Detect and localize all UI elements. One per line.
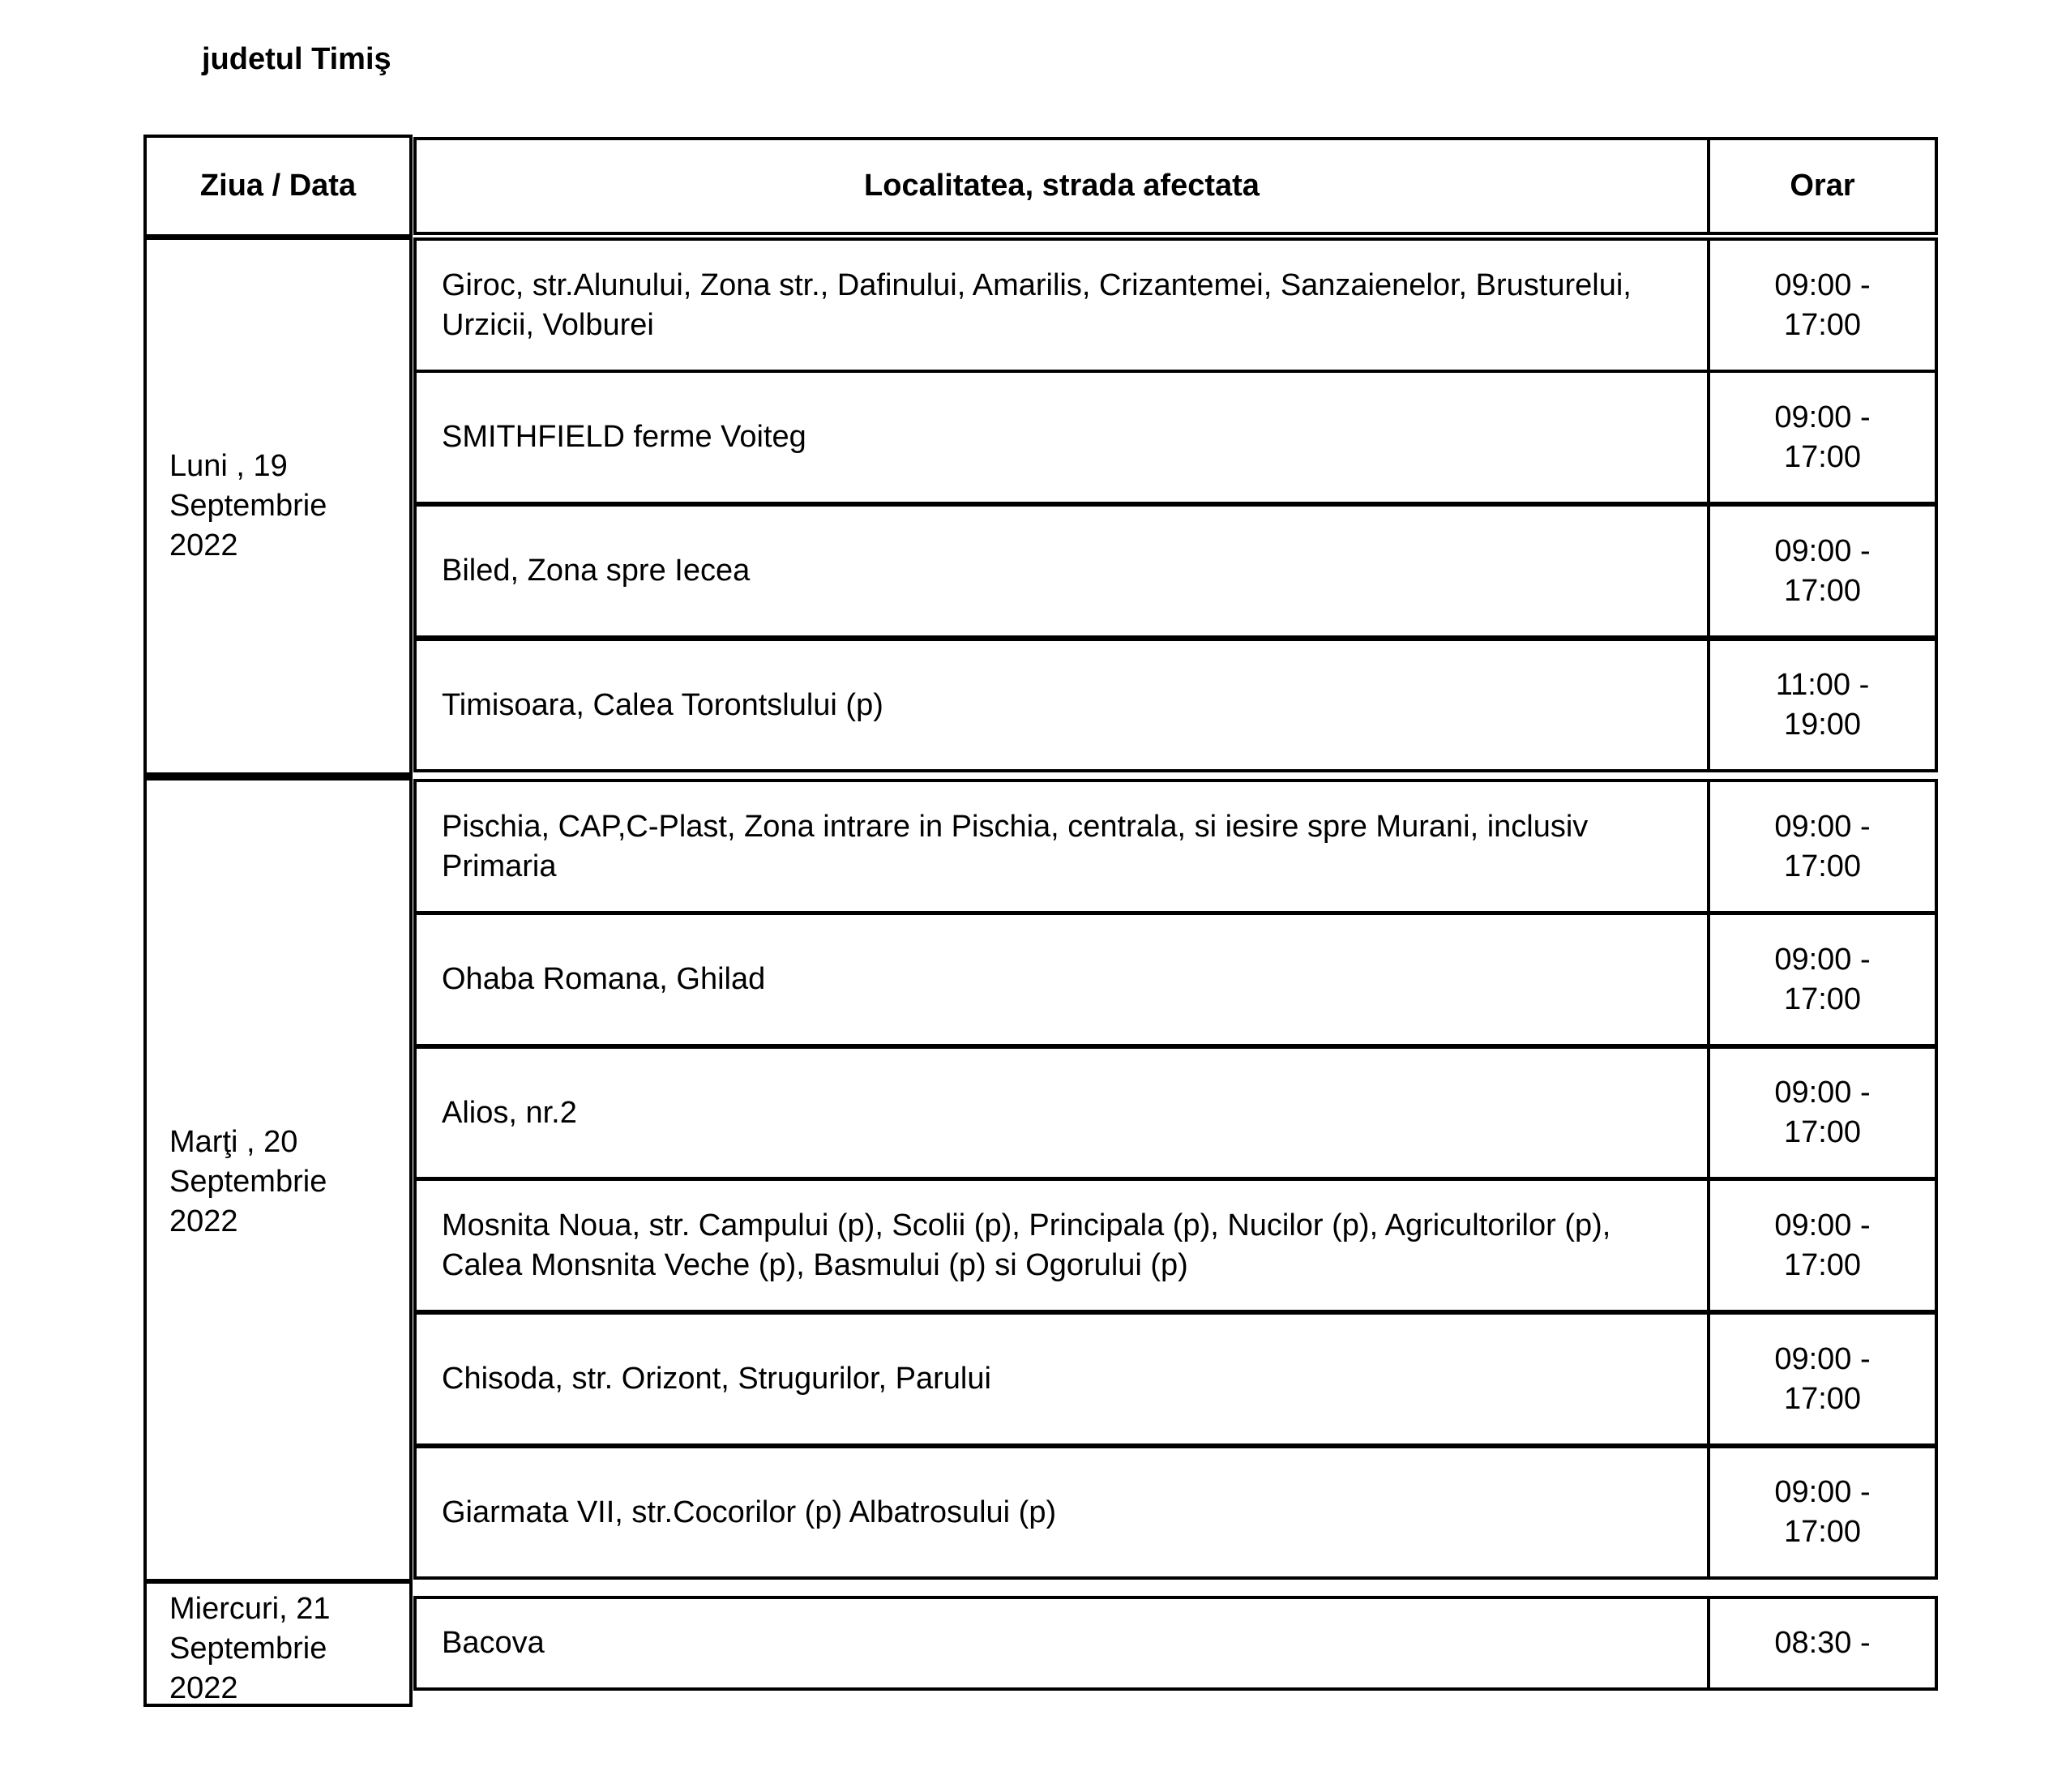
header-time — [1707, 137, 1938, 235]
day-label-1: Luni , 19 Septembrie 2022 — [169, 449, 327, 562]
day-label-2: Marţi , 20 Septembrie 2022 — [169, 1125, 327, 1238]
time-text: 09:00 - 17:00 — [1774, 1076, 1871, 1149]
time-cell — [1707, 1046, 1938, 1180]
time-text: 09:00 - 17:00 — [1774, 267, 1871, 342]
page-title: judetul Timiş — [202, 42, 391, 76]
time-cell — [1707, 1596, 1938, 1691]
time-text: 09:00 - 17:00 — [1774, 400, 1871, 474]
location-text: Mosnita Noua, str. Campului (p), Scolii (p), Principala (p), Nucilor (p), Agricultorilor (p), Calea Monsnita Veche (p), Basmului (p) si Ogorului (p) — [442, 1208, 1611, 1282]
location-text: Biled, Zona spre Iecea — [442, 554, 751, 588]
time-cell — [1707, 370, 1938, 505]
time-cell — [1707, 638, 1938, 772]
location-cell — [413, 1178, 1710, 1313]
time-cell — [1707, 912, 1938, 1047]
location-text: Bacova — [442, 1626, 545, 1660]
time-text: 08:30 - — [1774, 1626, 1871, 1660]
location-cell — [413, 503, 1710, 639]
location-cell — [413, 1311, 1710, 1447]
location-text: Giroc, str.Alunului, Zona str., Dafinului, Amarilis, Crizantemei, Sanzaienelor, Brusturelui, Urzicii, Volburei — [442, 267, 1632, 342]
location-text: SMITHFIELD ferme Voiteg — [442, 420, 806, 454]
location-text: Pischia, CAP,C-Plast, Zona intrare in Pischia, centrala, si iesire spre Murani, inclusiv Primaria — [442, 809, 1589, 883]
header-date — [143, 135, 413, 237]
time-text: 09:00 - 17:00 — [1774, 1208, 1871, 1282]
time-text: 09:00 - 17:00 — [1774, 1475, 1871, 1549]
time-cell — [1707, 1178, 1938, 1313]
time-cell — [1707, 779, 1938, 914]
location-cell — [413, 1596, 1710, 1691]
location-text: Chisoda, str. Orizont, Strugurilor, Parului — [442, 1362, 991, 1396]
location-cell — [413, 1445, 1710, 1580]
time-text: 09:00 - 17:00 — [1774, 809, 1871, 883]
location-cell — [413, 370, 1710, 505]
day-label-3: Miercuri, 21 Septembrie 2022 — [169, 1592, 331, 1705]
time-text: 09:00 - 17:00 — [1774, 533, 1871, 608]
location-text: Ohaba Romana, Ghilad — [442, 962, 766, 996]
location-cell — [413, 1046, 1710, 1180]
location-cell — [413, 779, 1710, 914]
time-text: 11:00 - 19:00 — [1775, 668, 1870, 742]
time-text: 09:00 - 17:00 — [1774, 1341, 1871, 1416]
header-location-label: Localitatea, strada afectata — [864, 169, 1260, 203]
location-text: Giarmata VII, str.Cocorilor (p) Albatrosului (p) — [442, 1495, 1057, 1529]
location-text: Timisoara, Calea Torontslului (p) — [442, 687, 883, 722]
time-text: 09:00 - 17:00 — [1774, 942, 1871, 1016]
time-cell — [1707, 1311, 1938, 1447]
time-cell — [1707, 1445, 1938, 1580]
header-location — [413, 137, 1710, 235]
time-cell — [1707, 237, 1938, 373]
header-time-label: Orar — [1790, 169, 1855, 203]
location-cell — [413, 638, 1710, 772]
location-text: Alios, nr.2 — [442, 1095, 577, 1130]
header-date-label: Ziua / Data — [199, 169, 357, 203]
location-cell — [413, 912, 1710, 1047]
time-cell — [1707, 503, 1938, 639]
location-cell — [413, 237, 1710, 373]
